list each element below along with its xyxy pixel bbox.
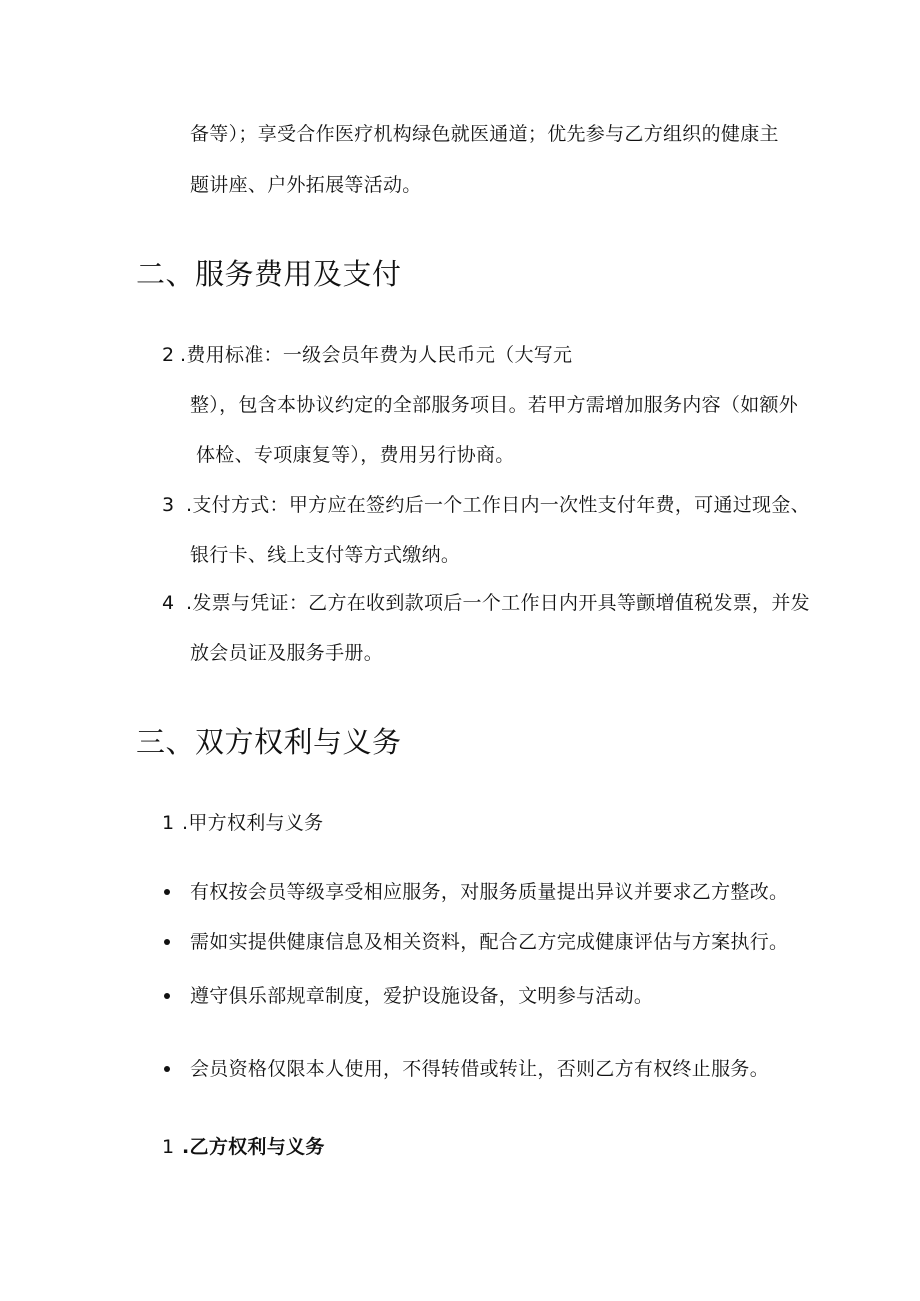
item-2-line-3: 体检、专项康复等），费用另行协商。 [196,444,515,466]
item-4-number: 4 [162,592,175,614]
item-3-number: 3 [162,494,175,516]
item-2-number: 2 [162,344,175,366]
item-2-line-1: .费用标准：一级会员年费为人民币元（大写元 [180,344,573,366]
bullet-dot [164,1066,170,1072]
sub-2-title: .乙方权利与义务 [182,1136,325,1158]
bullet-dot [164,939,170,945]
section-2-heading: 二、服务费用及支付 [136,257,402,291]
item-4-line-2: 放会员证及服务手册。 [190,642,384,664]
continuation-line-1: 备等）；享受合作医疗机构绿色就医通道；优先参与乙方组织的健康主 [190,123,779,145]
bullet-dot [164,889,170,895]
item-4-line-1: .发票与凭证：乙方在收到款项后一个工作日内开具等颤增值税发票，并发 [186,592,810,614]
sub-2-number: 1 [162,1136,175,1158]
section-3-heading: 三、双方权利与义务 [136,725,402,759]
sub-1-number: 1 [162,812,175,834]
bullet-item-2: 需如实提供健康信息及相关资料，配合乙方完成健康评估与方案执行。 [190,931,789,953]
continuation-line-2: 题讲座、户外拓展等活动。 [190,174,422,196]
bullet-dot [164,993,170,999]
item-3-line-2: 银行卡、线上支付等方式缴纳。 [190,544,461,566]
item-3-line-1: .支付方式：甲方应在签约后一个工作日内一次性支付年费，可通过现金、 [186,494,810,516]
bullet-item-4: 会员资格仅限本人使用，不得转借或转让，否则乙方有权终止服务。 [190,1058,770,1080]
item-2-line-2: 整），包含本协议约定的全部服务项目。若甲方需增加服务内容（如额外 [190,394,799,416]
bullet-item-1: 有权按会员等级享受相应服务，对服务质量提出异议并要求乙方整改。 [190,881,789,903]
bullet-item-3: 遵守俱乐部规章制度，爱护设施设备，文明参与活动。 [190,985,654,1007]
sub-1-title: .甲方权利与义务 [182,812,324,834]
